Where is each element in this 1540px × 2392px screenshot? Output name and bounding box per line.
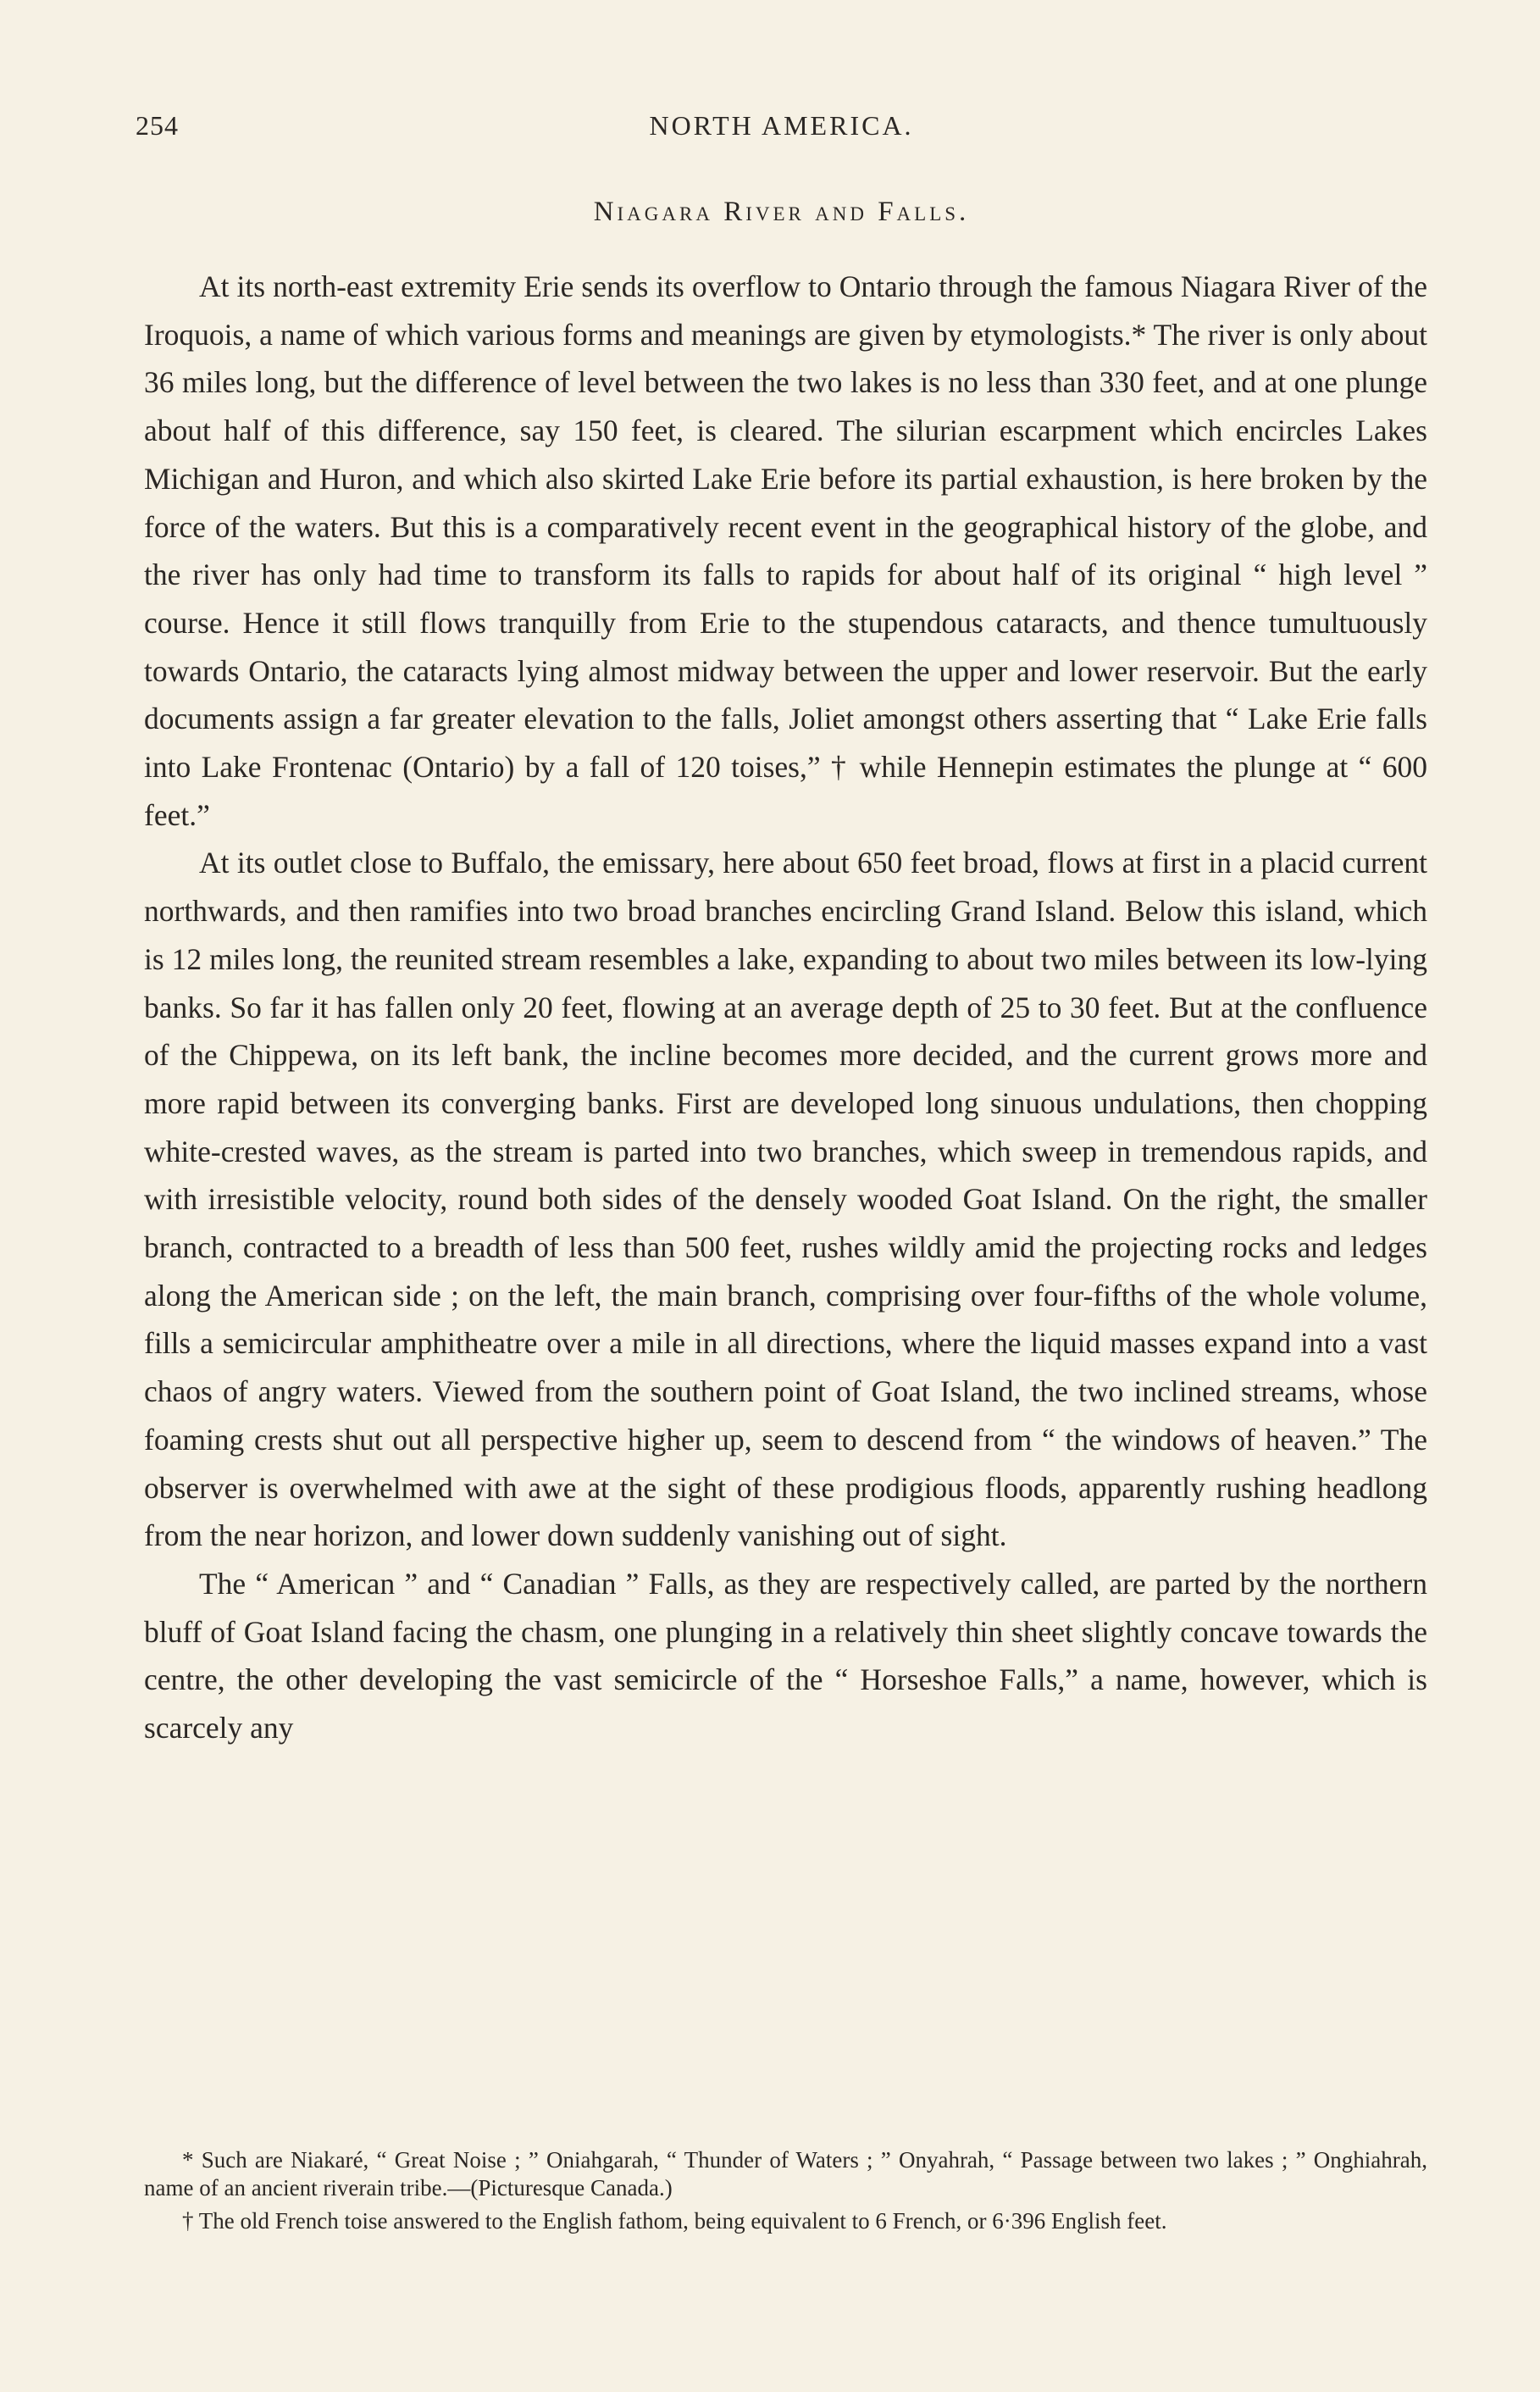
page-number: 254	[136, 110, 179, 141]
paragraph: At its north-east extremity Erie sends its overflow to Ontario through the famous Niagara River of the Iroquois, a name of which various forms and meanings are given by etymologists.* The river is only about 36 miles long, but the difference of level between the two lakes is no less than 330 feet, and at one plunge about half of this difference, say 150 feet, is cleared. The silurian escarpment which encircles Lakes Michigan and Huron, and which also skirted Lake Erie before its partial exhaustion, is here broken by the force of the waters. But this is a comparatively recent event in the geographical history of the globe, and the river has only had time to transform its falls to rapids for about half of its original “ high level ” course. Hence it still flows tranquilly from Erie to the stupendous cataracts, and thence tumultuously towards Ontario, the cataracts lying almost midway between the upper and lower reservoir. But the early documents assign a far greater elevation to the falls, Joliet amongst others asserting that “ Lake Erie falls into Lake Frontenac (Ontario) by a fall of 120 toises,” † while Hennepin estimates the plunge at “ 600 feet.”	[144, 269, 1427, 832]
paragraph: The “ American ” and “ Canadian ” Falls, as they are respectively called, are parted by the northern bluff of Goat Island facing the chasm, one plunging in a relatively thin sheet slightly concave towards the centre, the other developing the vast semicircle of the “ Horseshoe Falls,” a name, however, which is scarcely any	[144, 1566, 1427, 1745]
section-heading: Niagara River and Falls.	[593, 197, 970, 227]
body-text	[144, 263, 1427, 1752]
footnotes	[144, 2146, 1427, 2240]
running-head	[136, 110, 1427, 144]
footnote: * Such are Niakaré, “ Great Noise ; ” Oniahgarah, “ Thunder of Waters ; ” Onyahrah, “ Passage between two lakes ; ” Onghiahrah, name of an ancient riverain tribe.—(Picturesque Canada.)	[144, 2147, 1427, 2201]
paragraph: At its outlet close to Buffalo, the emissary, here about 650 feet broad, flows at first in a placid current northwards, and then ramifies into two broad branches encircling Grand Island. Below this island, which is 12 miles long, the reunited stream resembles a lake, expanding to about two miles between its low-lying banks. So far it has fallen only 20 feet, flowing at an average depth of 25 to 30 feet. But at the confluence of the Chippewa, on its left bank, the incline becomes more decided, and the current grows more and more rapid between its converging banks. First are developed long sinuous undulations, then chopping white-crested waves, as the stream is parted into two branches, which sweep in tremendous rapids, and with irresistible velocity, round both sides of the densely wooded Goat Island. On the right, the smaller branch, contracted to a breadth of less than 500 feet, rushes wildly amid the projecting rocks and ledges along the American side ; on the left, the main branch, comprising over four-fifths of the whole volume, fills a semicircular amphitheatre over a mile in all directions, where the liquid masses expand into a vast chaos of angry waters. Viewed from the southern point of Goat Island, the two inclined streams, whose foaming crests shut out all perspective higher up, seem to descend from “ the windows of heaven.” The observer is overwhelmed with awe at the sight of these prodigious floods, apparently rushing headlong from the near horizon, and lower down suddenly vanishing out of sight.	[144, 846, 1427, 1553]
footnote: † The old French toise answered to the English fathom, being equivalent to 6 French, or 6·396 English feet.	[182, 2208, 1167, 2234]
running-title: NORTH AMERICA.	[649, 110, 914, 141]
